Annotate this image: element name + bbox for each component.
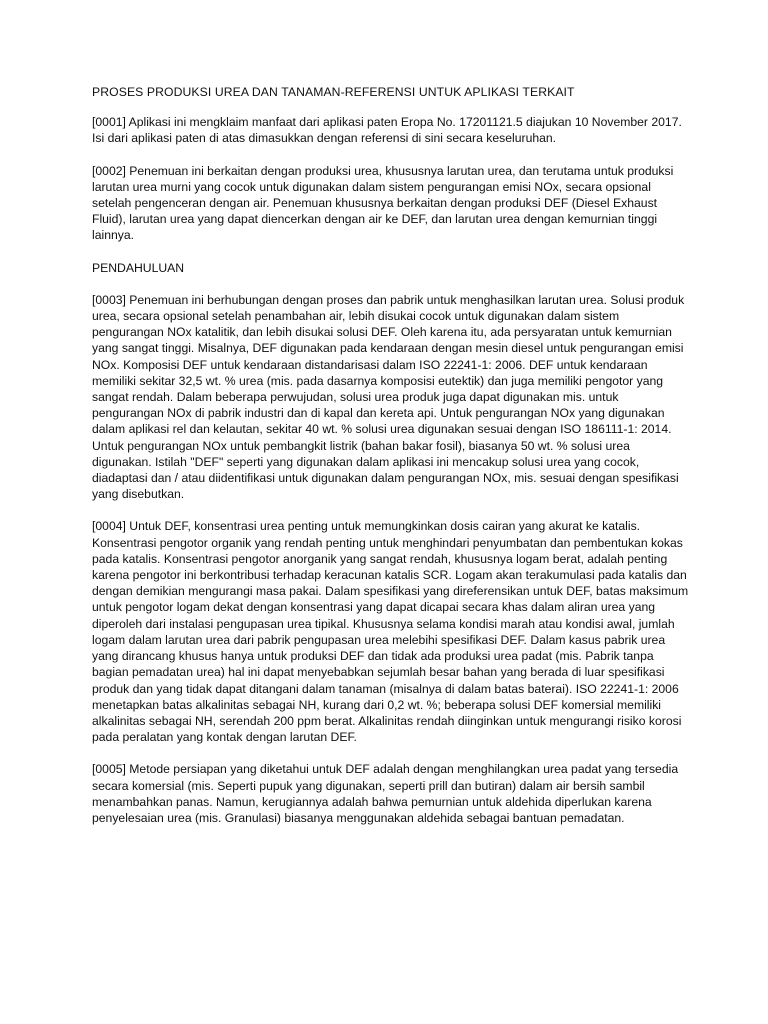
paragraph-0004: [0004] Untuk DEF, konsentrasi urea penting untuk memungkinkan dosis cairan yang akurat ke katalis. Konsentrasi pengotor organik yang rendah penting untuk menghindari penyumbatan dan pembentukan kokas pada katalis. Konsentrasi pengotor anorganik yang sangat rendah, khususnya logam berat, adalah penting karena pengotor ini berkontribusi terhadap keracunan katalis SCR. Logam akan terakumulasi pada katalis dan dengan demikian mengurangi masa pakai. Dalam spesifikasi yang direferensikan untuk DEF, batas maksimum untuk pengotor logam dekat dengan konsentrasi yang dapat dicapai secara khas dalam aliran urea yang diperoleh dari instalasi pengupasan urea tipikal. Khususnya selama kondisi marah atau kondisi awal, jumlah logam dalam larutan urea dari pabrik pengupasan urea melebihi spesifikasi DEF. Dalam kasus pabrik urea yang dirancang khusus hanya untuk produksi DEF dan tidak ada produksi urea padat (mis. Pabrik tanpa bagian pemadatan urea) hal ini dapat menyebabkan sejumlah besar bahan yang berada di luar spesifikasi produk dan yang tidak dapat ditangani dalam tanaman (misalnya di dalam batas baterai). ISO 22241-1: 2006 menetapkan batas alkalinitas sebagai NH, kurang dari 0,2 wt. %; beberapa solusi DEF komersial memiliki alkalinitas sebagai NH, serendah 200 ppm berat. Alkalinitas rendah diinginkan untuk mengurangi risiko korosi pada peralatan yang kontak dengan larutan DEF. [92, 519, 689, 745]
paragraph-0002: [0002] Penemuan ini berkaitan dengan produksi urea, khususnya larutan urea, dan terutama untuk produksi larutan urea murni yang cocok untuk digunakan dalam sistem pengurangan emisi NOx, secara opsional setelah pengenceran dengan air. Penemuan khususnya berkaitan dengan produksi DEF (Diesel Exhaust Fluid), larutan urea yang dapat diencerkan dengan air ke DEF, dan larutan urea dengan kemurnian tinggi lainnya. [92, 163, 674, 243]
section-heading: PENDAHULUAN [92, 260, 185, 275]
paragraph-0001: [0001] Aplikasi ini mengklaim manfaat dari aplikasi paten Eropa No. 17201121.5 diajukan 10 November 2017. Isi dari aplikasi paten di atas dimasukkan dengan referensi di sini secara keseluruhan. [92, 115, 682, 146]
document-title: PROSES PRODUKSI UREA DAN TANAMAN-REFERENSI UNTUK APLIKASI TERKAIT [92, 85, 575, 99]
paragraph-0003: [0003] Penemuan ini berhubungan dengan proses dan pabrik untuk menghasilkan larutan urea. Solusi produk urea, secara opsional setelah penambahan air, lebih disukai cocok untuk digunakan dalam sistem pengurangan NOx katalitik, dan lebih disukai solusi DEF. Oleh karena itu, ada persyaratan untuk kemurnian yang sangat tinggi. Misalnya, DEF digunakan pada kendaraan dengan mesin diesel untuk pengurangan emisi NOx. Komposisi DEF untuk kendaraan distandarisasi dalam ISO 22241-1: 2006. DEF untuk kendaraan memiliki sekitar 32,5 wt. % urea (mis. pada dasarnya komposisi eutektik) dan juga memiliki pengotor yang sangat rendah. Dalam beberapa perwujudan, solusi urea produk juga dapat digunakan mis. untuk pengurangan NOx di pabrik industri dan di kapal dan kereta api. Untuk pengurangan NOx yang digunakan dalam aplikasi rel dan kelautan, sekitar 40 wt. % solusi urea digunakan sesuai dengan ISO 186111-1: 2014. Untuk pengurangan NOx untuk pembangkit listrik (bahan bakar fosil), biasanya 50 wt. % solusi urea digunakan. Istilah "DEF" seperti yang digunakan dalam aplikasi ini mencakup solusi urea yang cocok, diadaptasi dan / atau diidentifikasi untuk digunakan dalam pengurangan NOx, mis. sesuai dengan spesifikasi yang disebutkan. [92, 292, 685, 502]
paragraph-0005: [0005] Metode persiapan yang diketahui untuk DEF adalah dengan menghilangkan urea padat yang tersedia secara komersial (mis. Seperti pupuk yang digunakan, seperti prill dan butiran) dalam air bersih sambil menambahkan panas. Namun, kerugiannya adalah bahwa pemurnian untuk aldehida diperlukan karena penyelesaian urea (mis. Granulasi) biasanya menggunakan aldehida sebagai bantuan pemadatan. [92, 762, 679, 825]
document-page [92, 84, 692, 842]
